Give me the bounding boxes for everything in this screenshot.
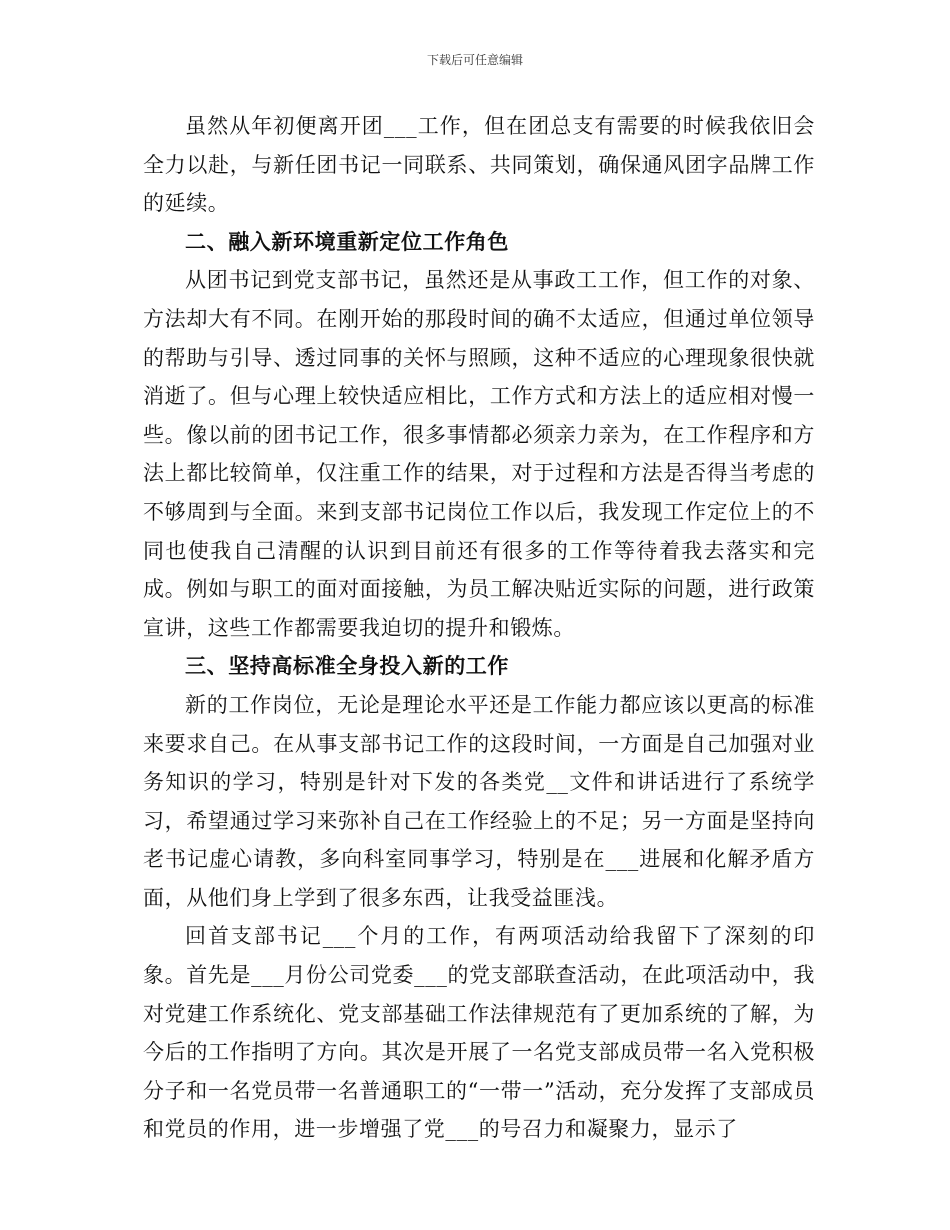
page-header-note: 下载后可任意编辑: [426, 53, 523, 67]
section-heading-3: 三、坚持高标准全身投入新的工作: [185, 653, 509, 679]
paragraph-4: 回首支部书记___个月的工作，有两项活动给我留下了深刻的印象。首先是___月份公司党委___的党支部联查活动，在此项活动中，我对党建工作系统化、党支部基础工作法律规范有了更加系统的了解，为今后的工作指明了方向。其次是开展了一名党支部成员带一名入党积极分子和一名党员带一名普通职工的“一带一”活动，充分发挥了支部成员和党员的作用，进一步增强了党___的号召力和凝聚力，显示了: [143, 924, 815, 1142]
section-heading-2: 二、融入新环境重新定位工作角色: [185, 228, 509, 254]
document-body: [143, 107, 815, 1149]
paragraph-1: 虽然从年初便离开团___工作，但在团总支有需要的时候我依旧会全力以赴，与新任团书记一同联系、共同策划，确保通风团字品牌工作的延续。: [143, 114, 815, 216]
paragraph-3: 新的工作岗位，无论是理论水平还是工作能力都应该以更高的标准来要求自己。在从事支部书记工作的这段时间，一方面是自己加强对业务知识的学习，特别是针对下发的各类党__文件和讲话进行了系统学习，希望通过学习来弥补自己在工作经验上的不足；另一方面是坚持向老书记虚心请教，多向科室同事学习，特别是在___进展和化解矛盾方面，从他们身上学到了很多东西，让我受益匪浅。: [143, 692, 815, 910]
paragraph-2: 从团书记到党支部书记，虽然还是从事政工工作，但工作的对象、方法却大有不同。在刚开始的那段时间的确不太适应，但通过单位领导的帮助与引导、透过同事的关怀与照顾，这种不适应的心理现象很快就消逝了。但与心理上较快适应相比，工作方式和方法上的适应相对慢一些。像以前的团书记工作，很多事情都必须亲力亲为，在工作程序和方法上都比较简单，仅注重工作的结果，对于过程和方法是否得当考虑的不够周到与全面。来到支部书记岗位工作以后，我发现工作定位上的不同也使我自己清醒的认识到目前还有很多的工作等待着我去落实和完成。例如与职工的面对面接触，为员工解决贴近实际的问题，进行政策宣讲，这些工作都需要我迫切的提升和锻炼。: [143, 268, 815, 640]
